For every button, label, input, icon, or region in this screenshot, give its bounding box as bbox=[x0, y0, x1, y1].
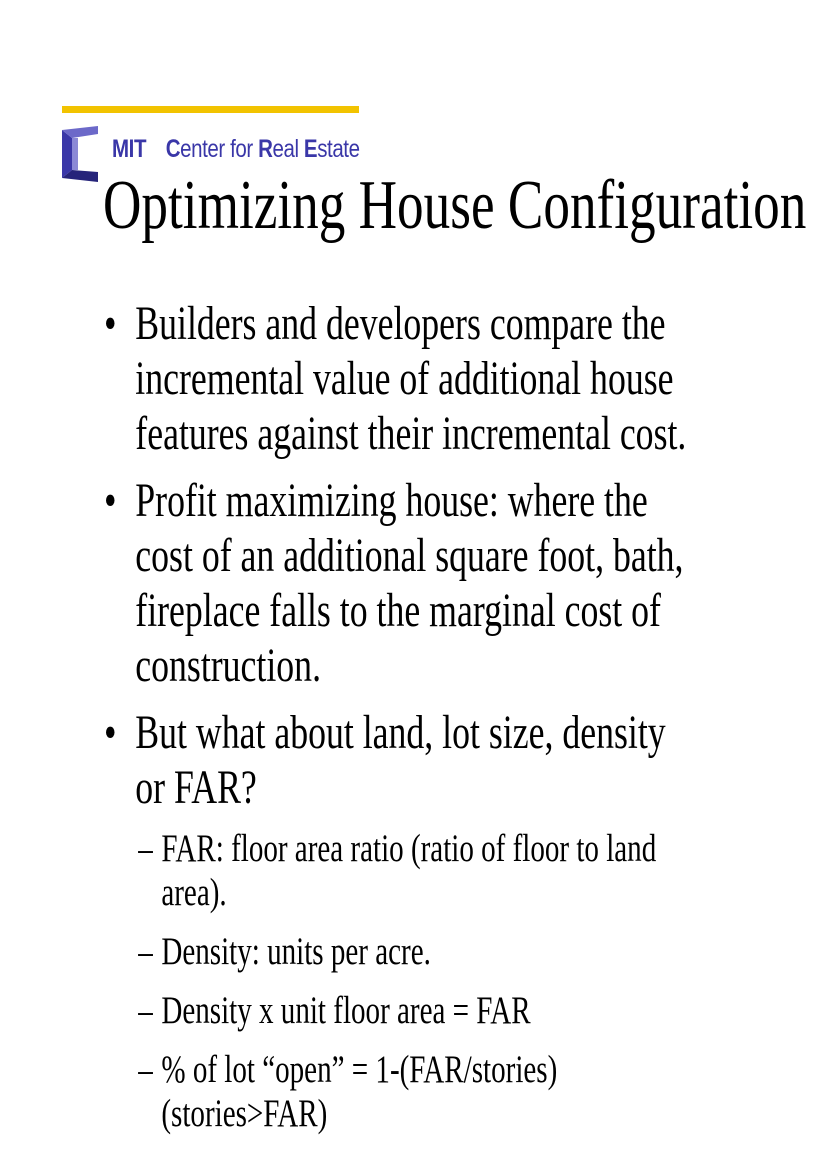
sub-bullet-text: Density x unit floor area = FAR bbox=[161, 989, 531, 1032]
dash-mark: – bbox=[138, 1048, 153, 1091]
bullet-item bbox=[104, 296, 700, 461]
slide-title: Optimizing House Configuration bbox=[103, 167, 807, 244]
bullet-list bbox=[104, 296, 700, 1151]
dash-mark: – bbox=[138, 930, 153, 973]
sub-bullet-item bbox=[104, 989, 700, 1033]
bullet-text: But what about land, lot size, density or FAR? bbox=[135, 706, 666, 814]
sub-bullet-text: % of lot “open” = 1-(FAR/stories) (stories>FAR) bbox=[161, 1048, 558, 1135]
logo-eal: eal bbox=[272, 135, 304, 163]
sub-bullet-item bbox=[104, 827, 700, 915]
bullet-item bbox=[104, 705, 700, 815]
logo-c: C bbox=[165, 135, 181, 163]
dash-mark: – bbox=[138, 827, 153, 870]
bullet-mark: • bbox=[104, 474, 117, 527]
bullet-text: Builders and developers compare the incremental value of additional house features against their incremental cost. bbox=[135, 297, 687, 460]
bullet-mark: • bbox=[104, 706, 117, 759]
logo-mit: MIT bbox=[112, 135, 147, 163]
logo-e: E bbox=[303, 135, 318, 163]
sub-bullet-text: Density: units per acre. bbox=[161, 930, 431, 973]
mit-cre-logo-icon bbox=[62, 126, 98, 182]
sub-bullet-item bbox=[104, 930, 700, 974]
accent-bar bbox=[62, 106, 359, 113]
logo-text bbox=[112, 135, 360, 164]
bullet-item bbox=[104, 473, 700, 693]
logo-state: state bbox=[317, 135, 360, 163]
dash-mark: – bbox=[138, 989, 153, 1032]
logo-enter: enter for bbox=[180, 135, 259, 163]
logo-r: R bbox=[258, 135, 273, 163]
bullet-text: Profit maximizing house: where the cost of an additional square foot, bath, fireplace falls to the marginal cost of construction. bbox=[135, 474, 684, 692]
sub-bullet-text: FAR: floor area ratio (ratio of floor to land area). bbox=[161, 827, 657, 914]
bullet-mark: • bbox=[104, 297, 117, 350]
